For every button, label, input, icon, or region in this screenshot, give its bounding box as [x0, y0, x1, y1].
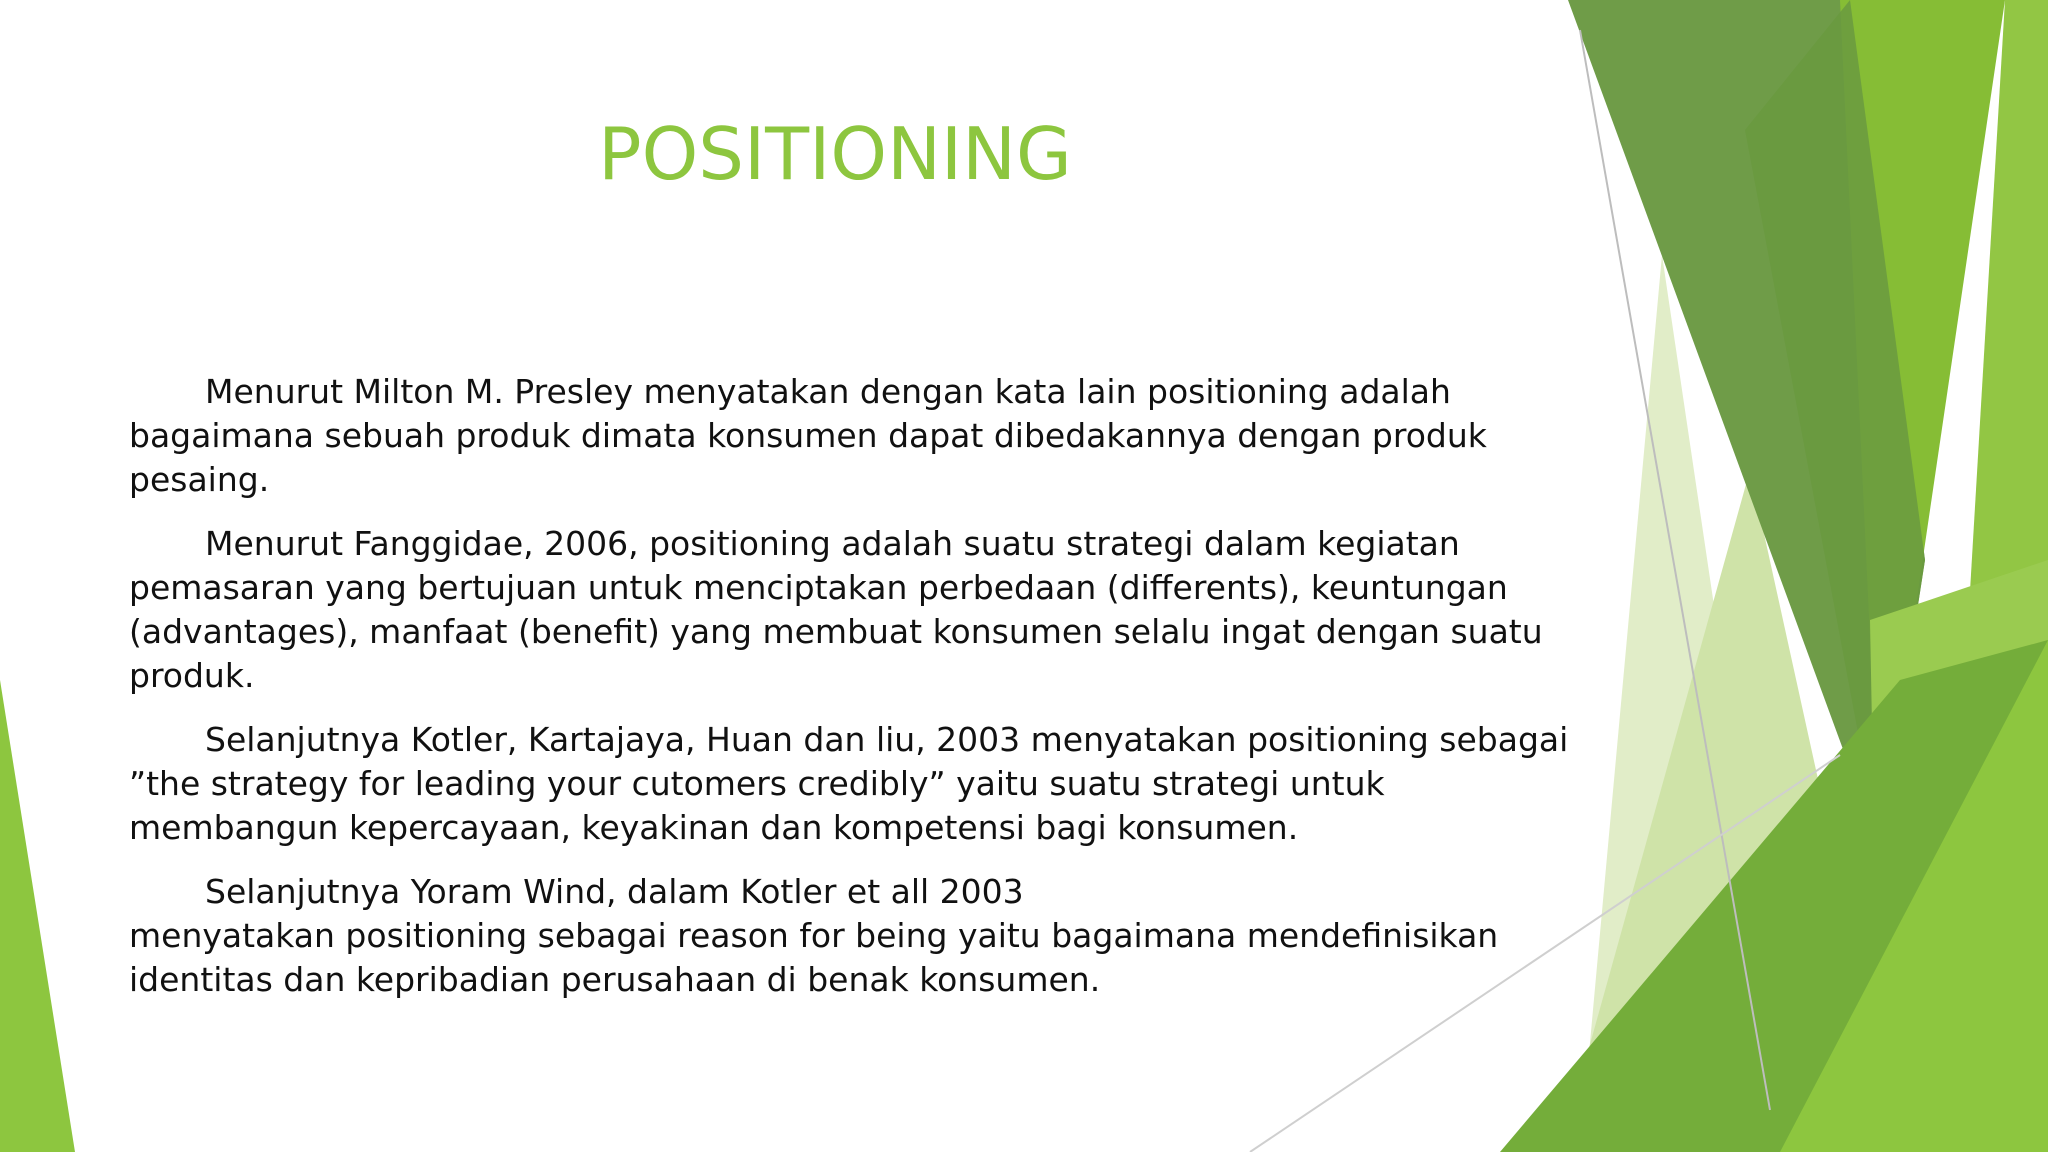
paragraph-yoram-wind: Selanjutnya Yoram Wind, dalam Kotler et all 2003 menyatakan positioning sebagai reason for being yaitu bagaimana mendefinisikan identitas dan kepribadian perusahaan di benak konsumen. [129, 872, 1499, 999]
slide-body [129, 370, 1569, 1022]
paragraph-kotler: Selanjutnya Kotler, Kartajaya, Huan dan liu, 2003 menyatakan positioning sebagai ”the strategy for leading your cutomers credibly” yaitu suatu strategi untuk membangun kepercayaan, keyakinan dan kompetensi bagi konsumen. [129, 720, 1569, 847]
paragraph-presley: Menurut Milton M. Presley menyatakan dengan kata lain positioning adalah bagaimana sebuah produk dimata konsumen dapat dibedakannya dengan produk pesaing. [129, 372, 1487, 499]
left-edge-shape [0, 680, 75, 1152]
paragraph-fanggidae: Menurut Fanggidae, 2006, positioning adalah suatu strategi dalam kegiatan pemasaran yang bertujuan untuk menciptakan perbedaan (differents), keuntungan (advantages), manfaat (benefit) yang membuat konsumen selalu ingat dengan suatu produk. [129, 524, 1543, 695]
slide-title: POSITIONING [598, 112, 1072, 196]
